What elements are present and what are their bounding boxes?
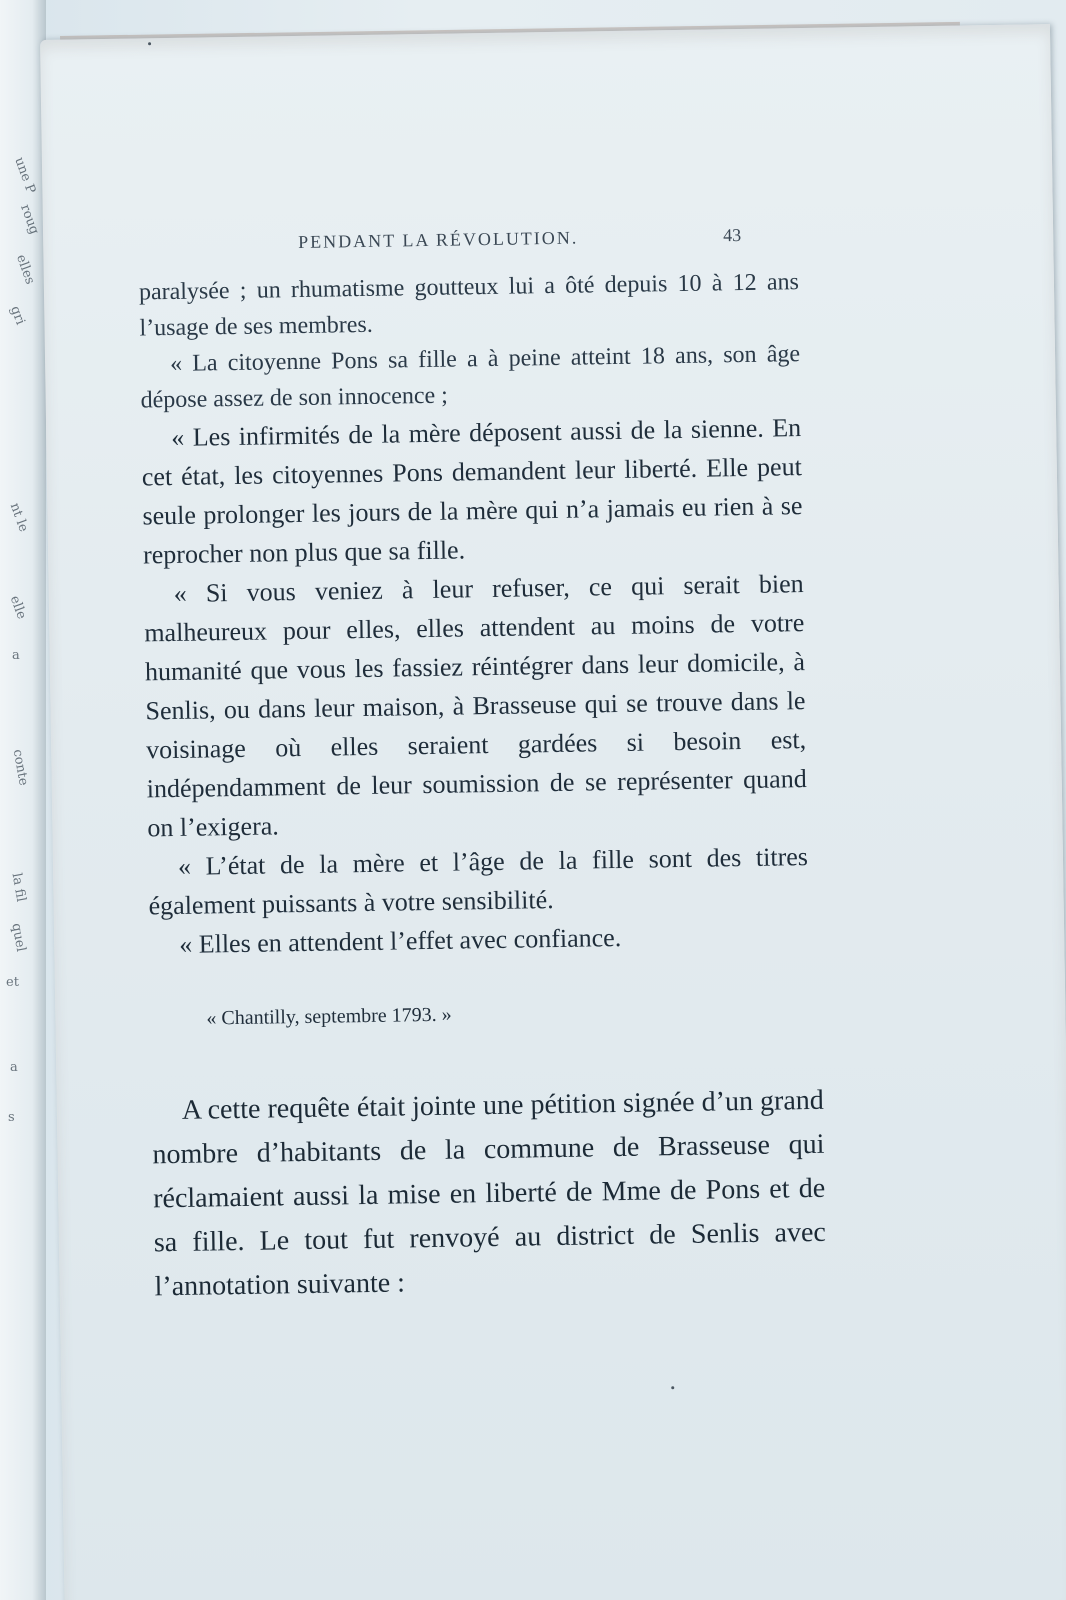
prev-page-fragment: a: [12, 648, 20, 663]
ink-speck: [671, 1386, 674, 1389]
body-paragraph: « Si vous veniez à leur refuser, ce qui serait bien malheureux pour elles, elles attendent au moins de votre humanité que vous les fassiez réintégrer dans leur domicile, à Senlis, ou dans leur maison, à Brasseuse qui se trouve dans le voisinage où elles seraient gardées si besoin est, indépendamment de leur soumission de se représenter quand on l’exigera.: [144, 569, 807, 843]
prev-page-fragment: nt le: [6, 501, 31, 534]
page-number: 43: [722, 225, 742, 246]
prev-page-fragment: et: [6, 975, 19, 990]
prev-page-fragment: gri: [7, 304, 28, 327]
closing-paragraph: A cette requête était jointe une pétition signée d’un grand nombre d’habitants de la commune de Brasseuse qui réclamaient aussi la mise en liberté de Mme de Pons et de sa fille. Le tout fut renvoyé au district de Senlis avec l’annotation suivante :: [152, 1084, 827, 1303]
body-paragraph: « La citoyenne Pons sa fille a à peine atteint 18 ans, son âge dépose assez de son innocence ;: [140, 341, 801, 414]
prev-page-fragment: roug: [17, 202, 42, 237]
prev-page-fragment: une P: [11, 155, 39, 196]
prev-page-fragment: conte: [9, 748, 31, 787]
prev-page-fragment: a: [10, 1060, 18, 1075]
book-page: [40, 24, 1066, 1600]
body-paragraph: « Elles en attendent l’effet avec confiance.: [178, 922, 622, 959]
previous-page-edge: [0, 0, 46, 1600]
ink-speck: [148, 42, 151, 45]
page-text: [138, 224, 827, 1309]
prev-page-fragment: elles: [12, 252, 38, 287]
prev-page-fragment: la fil: [8, 871, 29, 904]
body-paragraph: paralysée ; un rhumatisme goutteux lui a ôté depuis 10 à 12 ans l’usage de ses membres.: [138, 269, 800, 342]
date-signature: « Chantilly, septembre 1793. »: [206, 1003, 452, 1030]
running-title: PENDANT LA RÉVOLUTION.: [298, 227, 579, 252]
body-paragraph: « L’état de la mère et l’âge de la fille sont des titres également puissants à votre sensibilité.: [148, 842, 809, 921]
body-paragraph: « Les infirmités de la mère déposent aussi de la sienne. En cet état, les citoyennes Pons demandent leur liberté. Elle peut seule prolonger les jours de la mère qui n’a jamais eu rien à se reprocher non plus que sa fille.: [141, 413, 803, 570]
prev-page-fragment: quel: [8, 922, 29, 953]
prev-page-fragment: elle: [6, 593, 29, 622]
prev-page-fragment: s: [8, 1110, 15, 1125]
